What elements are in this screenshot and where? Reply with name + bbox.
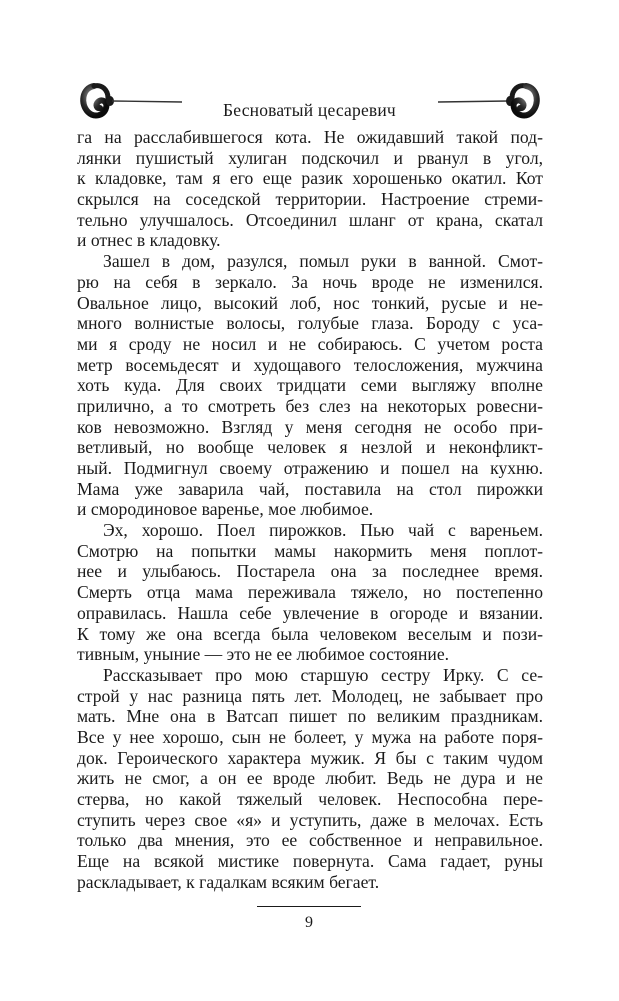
text-line: К тому же она всегда была человеком веселым и пози- [77,623,543,644]
text-line: тельно улучшалось. Отсоединил шланг от крана, скатал [77,209,543,230]
text-line: Зашел в дом, разулся, помыл руки в ванной. Смот- [103,251,543,272]
text-line: и отнес в кладовку. [77,230,221,251]
text-line: стерва, но какой тяжелый человек. Неспособна пере- [77,789,543,809]
text-line: и смородиновое варенье, мое любимое. [77,499,374,520]
text-line: раскладывает, к гадалкам всяким бегает. [77,871,380,892]
text-line: Мама уже заварила чай, поставила на стол пирожки [77,478,543,499]
text-line: мать. Мне она в Ватсап пишет по великим праздникам. [77,706,543,727]
text-line: много волнистые волосы, голубые глаза. Бороду с уса- [77,313,543,334]
text-line: ков невозможно. Взгляд у меня сегодня не особо при- [77,416,543,437]
text-line: Рассказывает про мою старшую сестру Ирку. С се- [103,664,543,685]
text-line: нее и улыбаюсь. Постарела она за последнее время. [77,561,543,582]
text-line: Все у нее хорошо, сын не болеет, у мужа на работе поря- [77,726,543,747]
text-line: к кладовке, там я его еще разик хорошенько окатил. Кот [77,168,543,189]
text-line: рю на себя в зеркало. За ночь вроде не изменился. [77,271,543,292]
text-line: ветливый, но вообще человек я незлой и неконфликт- [77,437,543,458]
text-line: ступить через свое «я» и уступить, даже в мелочах. Есть [77,809,543,830]
text-line: док. Героического характера мужик. Я бы с таким чудом [77,747,543,768]
footer-divider [257,906,361,907]
text-line: строй у нас разница пять лет. Молодец, не забывает про [77,685,543,706]
text-line: скрылся на соседской территории. Настроение стреми- [77,189,543,210]
text-line: Еще на всякой мистике повернута. Сама гадает, руны [77,851,543,872]
body-text [77,127,543,892]
text-line: метр восемьдесят и худощавого телосложения, мужчина [77,354,543,375]
text-line: Овальное лицо, высокий лоб, нос тонкий, русые и не- [77,292,543,313]
text-line: Смерть отца мама переживала тяжело, но постепенно [77,582,543,603]
text-line: ный. Подмигнул своему отражению и пошел на кухню. [77,458,543,478]
text-line: Эх, хорошо. Поел пирожков. Пью чай с вареньем. [103,520,543,541]
text-line: оправилась. Нашла себе увлечение в огороде и вязании. [77,602,543,623]
text-line: хоть куда. Для своих тридцати семи выгляжу вполне [77,375,543,396]
scroll-ornament-icon [436,80,544,132]
text-line: прилично, а то смотреть без слез на некоторых ровесни- [77,395,543,416]
running-header [0,80,619,132]
text-line: га на расслабившегося кота. Не ожидавший такой под- [77,127,543,147]
running-title: Бесноватый цесаревич [223,100,396,120]
text-line: только два мнения, это ее собственное и неправильное. [77,830,543,851]
text-line: жить не смог, а он ее вроде любит. Ведь не дура и не [77,768,543,789]
text-line: тивным, уныние — это не ее любимое состояние. [77,644,450,665]
text-line: лянки пушистый хулиган подскочил и рванул в угол, [77,147,543,168]
page-number: 9 [305,914,313,931]
text-line: Смотрю на попытки мамы накормить меня поплот- [77,540,543,561]
text-line: ми я сроду не носил и не собираюсь. С учетом роста [77,333,543,354]
